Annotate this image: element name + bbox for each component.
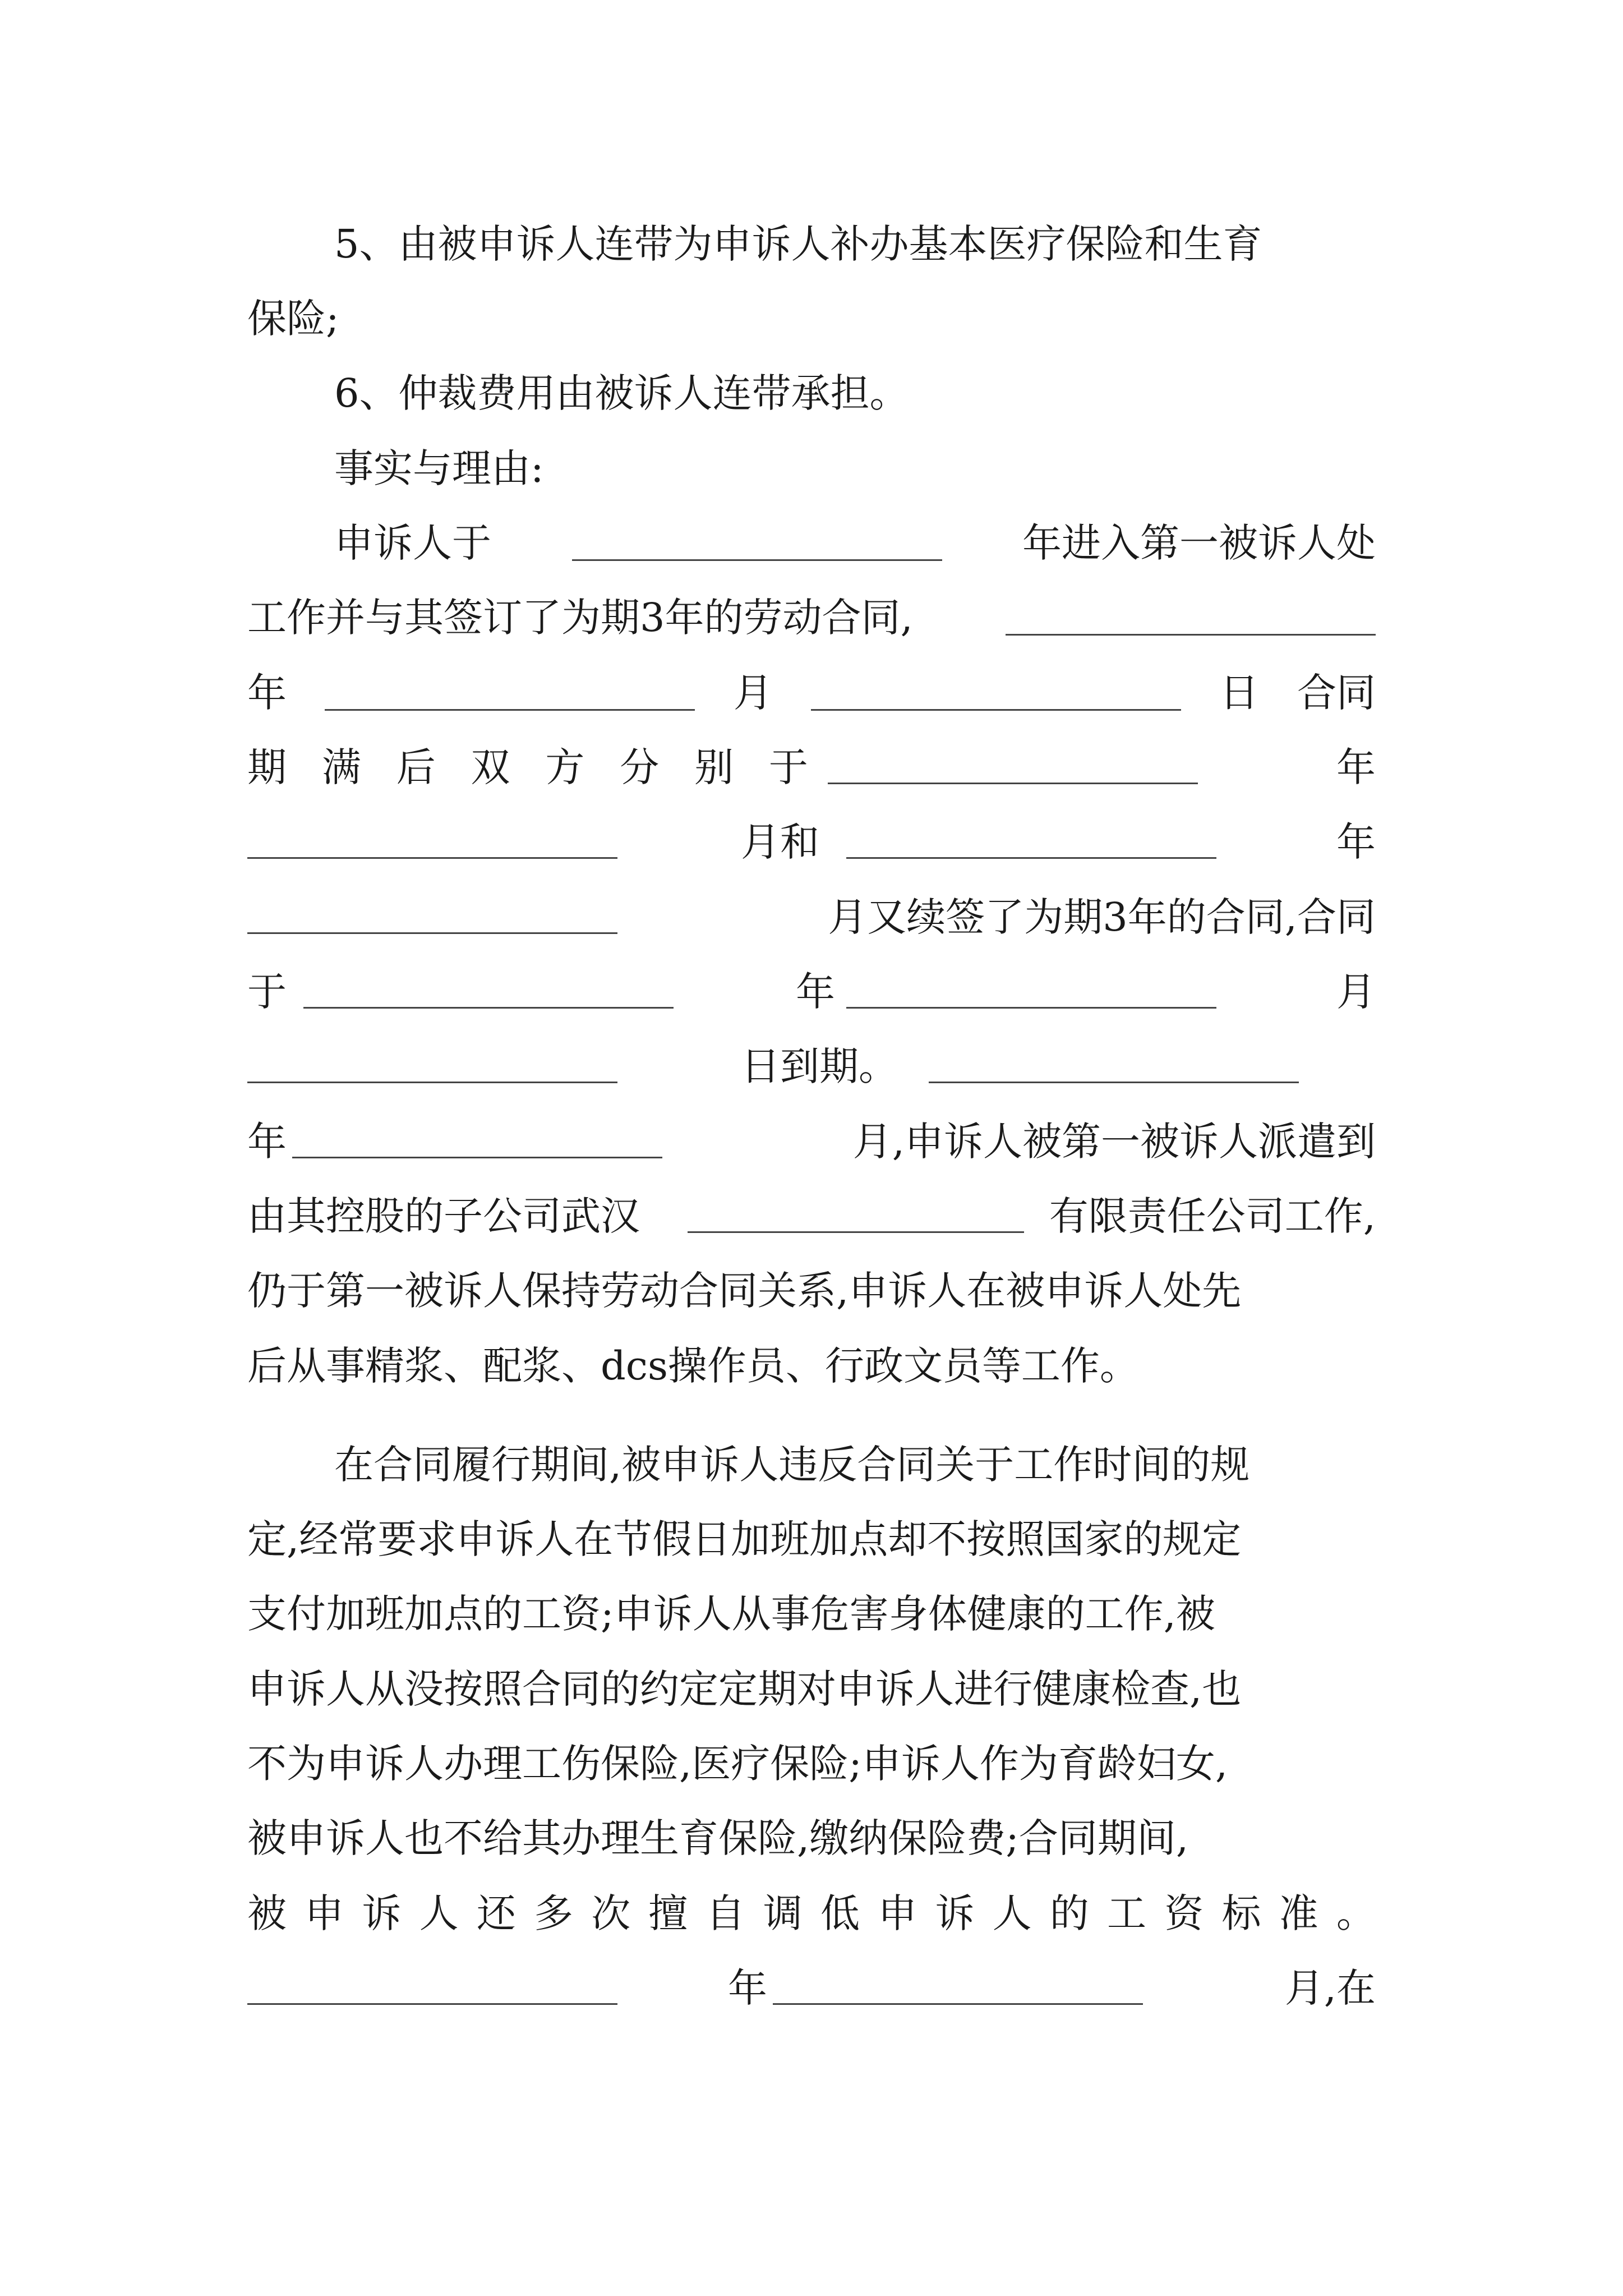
char: 申 xyxy=(305,1890,344,1936)
spaced-text xyxy=(247,737,808,798)
text: 后从事精浆、配浆、dcs操作员、行政文员等工作。 xyxy=(247,1343,1139,1389)
text: 合同 xyxy=(1297,670,1376,716)
text: 不为申诉人办理工伤保险,医疗保险;申诉人作为育龄妇女, xyxy=(247,1741,1228,1787)
fill-blank[interactable] xyxy=(828,749,1198,784)
fill-blank[interactable] xyxy=(572,526,942,561)
text: 月和 xyxy=(741,819,819,865)
char: 诉 xyxy=(935,1890,975,1936)
text: 5、由被申诉人连带为申诉人补办基本医疗保险和生育 xyxy=(334,221,1262,267)
paragraph-item-5-line2 xyxy=(247,288,1376,349)
facts-line-7 xyxy=(247,961,1376,1023)
fill-blank[interactable] xyxy=(1006,600,1376,636)
char: 准 xyxy=(1279,1890,1318,1936)
facts-line-1 xyxy=(334,512,1376,574)
fill-blank[interactable] xyxy=(247,1970,617,2005)
paragraph-violation-line5 xyxy=(247,1733,1376,1795)
text: 年 xyxy=(247,670,287,716)
fill-blank[interactable] xyxy=(811,675,1181,711)
char: 工 xyxy=(1107,1890,1147,1936)
fill-blank[interactable] xyxy=(773,1970,1143,2005)
paragraph-violation-line6 xyxy=(247,1807,1376,1869)
fill-blank[interactable] xyxy=(247,899,617,934)
char: 调 xyxy=(763,1890,803,1936)
paragraph-item-6 xyxy=(334,362,1376,424)
facts-line-9 xyxy=(247,1111,1376,1172)
text: 支付加班加点的工资;申诉人从事危害身体健康的工作,被 xyxy=(247,1591,1215,1637)
paragraph-violation-line2 xyxy=(247,1508,1376,1570)
char: 擅 xyxy=(648,1890,688,1936)
paragraph-item-5-line1 xyxy=(334,213,1376,275)
text: 保险; xyxy=(247,296,339,342)
text: 月,申诉人被第一被诉人派遣到 xyxy=(852,1119,1376,1165)
fill-blank[interactable] xyxy=(247,1048,617,1083)
facts-heading xyxy=(334,438,1376,499)
char: 标 xyxy=(1221,1890,1261,1936)
facts-line-8 xyxy=(247,1036,1376,1097)
fill-blank[interactable] xyxy=(247,823,617,859)
fill-blank[interactable] xyxy=(846,973,1216,1009)
text: 日到期。 xyxy=(741,1043,898,1089)
text: 6、仲裁费用由被诉人连带承担。 xyxy=(334,370,909,416)
char: 资 xyxy=(1164,1890,1204,1936)
char: 被 xyxy=(247,1890,287,1936)
fill-blank[interactable] xyxy=(688,1198,1024,1233)
paragraph-violation-line7 xyxy=(247,1883,1376,1944)
text: 年 xyxy=(247,1119,287,1165)
char: 方 xyxy=(545,744,585,790)
fill-blank[interactable] xyxy=(325,675,695,711)
fill-blank[interactable] xyxy=(292,1123,662,1158)
facts-line-5 xyxy=(247,811,1376,873)
paragraph-violation-line8 xyxy=(247,1957,1376,2019)
char: 人 xyxy=(419,1890,459,1936)
fill-blank[interactable] xyxy=(846,823,1216,859)
text: 月 xyxy=(733,670,773,716)
text: 日 xyxy=(1219,670,1259,716)
char: 。 xyxy=(1336,1890,1376,1936)
paragraph-violation-line1 xyxy=(334,1434,1376,1496)
text: 申诉人于 xyxy=(334,520,491,566)
char: 次 xyxy=(591,1890,631,1936)
facts-line-4 xyxy=(247,737,1376,798)
facts-line-6 xyxy=(247,886,1376,948)
text: 有限责任公司工作, xyxy=(1049,1193,1376,1239)
text: 月又续签了为期3年的合同,合同 xyxy=(828,894,1376,940)
text: 年 xyxy=(728,1965,767,2011)
char: 多 xyxy=(534,1890,574,1936)
char: 低 xyxy=(820,1890,860,1936)
text: 仍于第一被诉人保持劳动合同关系,申诉人在被申诉人处先 xyxy=(247,1268,1242,1314)
char: 期 xyxy=(247,744,287,790)
facts-line-3 xyxy=(247,662,1376,724)
char: 自 xyxy=(706,1890,745,1936)
char: 满 xyxy=(321,744,361,790)
char: 申 xyxy=(878,1890,917,1936)
paragraph-violation-line4 xyxy=(247,1658,1376,1720)
facts-line-12 xyxy=(247,1335,1376,1397)
char: 还 xyxy=(476,1890,516,1936)
char: 别 xyxy=(694,744,734,790)
text: 年进入第一被诉人处 xyxy=(1022,520,1376,566)
heading-text: 事实与理由: xyxy=(334,445,544,491)
text: 年 xyxy=(1336,744,1376,790)
text: 年 xyxy=(1336,819,1376,865)
char: 后 xyxy=(396,744,436,790)
facts-line-2 xyxy=(247,587,1376,648)
facts-line-11 xyxy=(247,1260,1376,1322)
char: 人 xyxy=(992,1890,1032,1936)
text: 月,在 xyxy=(1284,1965,1376,2011)
fill-blank[interactable] xyxy=(929,1048,1299,1083)
text: 月 xyxy=(1336,969,1376,1015)
text: 于 xyxy=(247,969,287,1015)
char: 于 xyxy=(768,744,808,790)
char: 双 xyxy=(471,744,510,790)
text: 在合同履行期间,被申诉人违反合同关于工作时间的规 xyxy=(334,1442,1250,1488)
text: 工作并与其签订了为期3年的劳动合同, xyxy=(247,595,913,641)
facts-line-10 xyxy=(247,1185,1376,1247)
char: 分 xyxy=(620,744,660,790)
text: 年 xyxy=(796,969,835,1015)
char: 的 xyxy=(1049,1890,1089,1936)
char: 诉 xyxy=(362,1890,402,1936)
text: 申诉人从没按照合同的约定定期对申诉人进行健康检查,也 xyxy=(247,1666,1242,1712)
text: 定,经常要求申诉人在节假日加班加点却不按照国家的规定 xyxy=(247,1516,1242,1562)
paragraph-violation-line3 xyxy=(247,1583,1376,1645)
text: 由其控股的子公司武汉 xyxy=(247,1193,640,1239)
text: 被申诉人也不给其办理生育保险,缴纳保险费;合同期间, xyxy=(247,1815,1189,1861)
fill-blank[interactable] xyxy=(303,973,674,1009)
